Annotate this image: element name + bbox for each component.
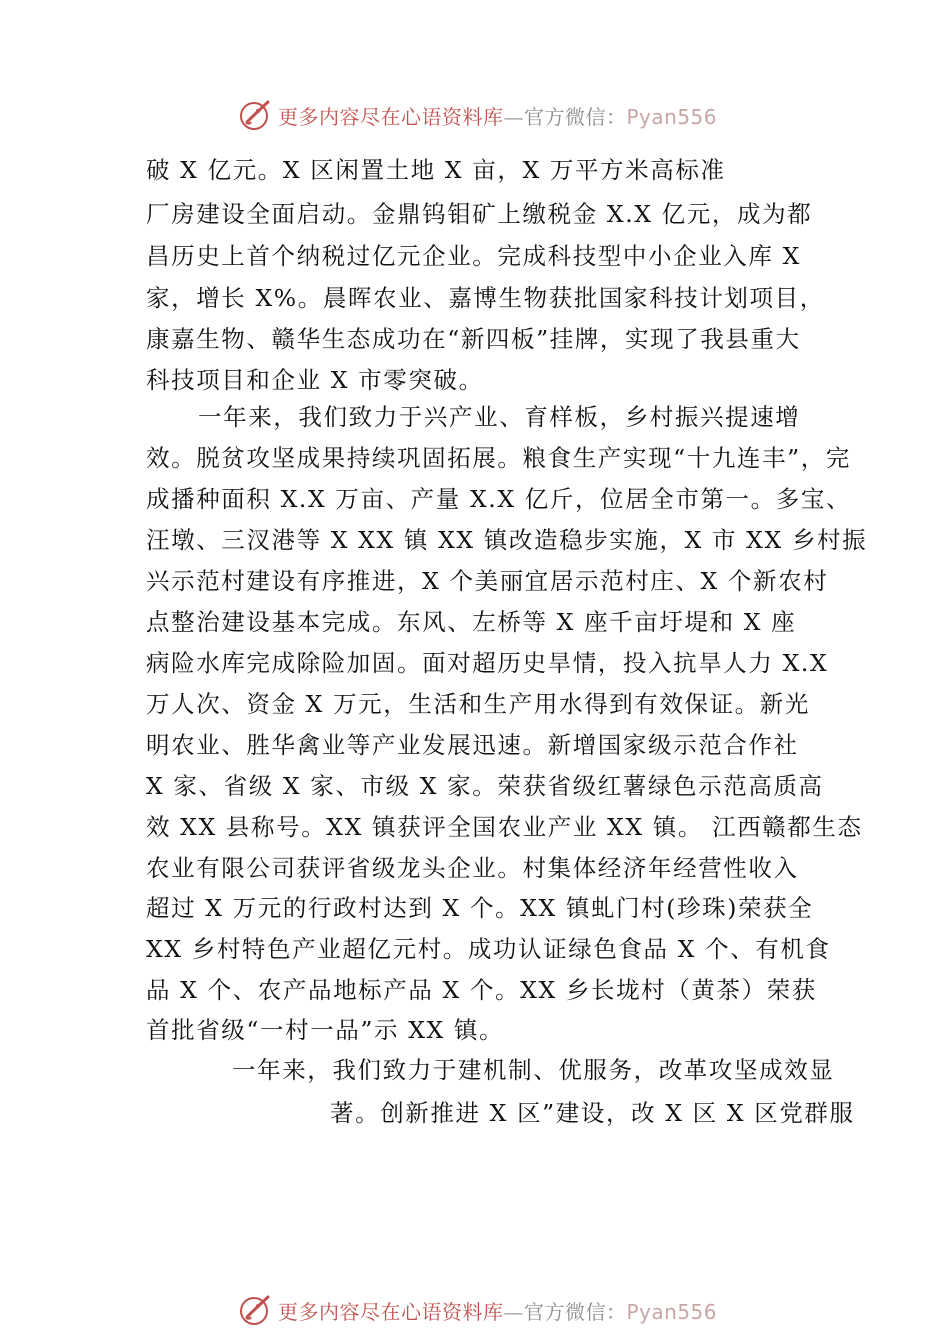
watermark-wechat-id: Pyan556 (626, 1299, 718, 1324)
brush-seal-icon (238, 97, 274, 133)
text-line: 汪墩、三汊港等 X XX 镇 XX 镇改造稳步实施，X 市 XX 乡村振 (146, 526, 868, 554)
watermark-wechat-id: Pyan556 (626, 104, 718, 129)
watermark-text (278, 1296, 717, 1325)
text-line: 昌历史上首个纳税过亿元企业。完成科技型中小企业入库 X (146, 242, 801, 270)
watermark-site: 更多内容尽在心语资料库 (278, 1299, 504, 1324)
text-line: 万人次、资金 X 万元，生活和生产用水得到有效保证。新光 (146, 690, 810, 718)
text-line: 效 XX 县称号。XX 镇获评全国农业产业 XX 镇。 江西赣都生态 (146, 813, 863, 841)
watermark-label: 官方微信： (524, 104, 627, 129)
text-line: 点整治建设基本完成。东风、左桥等 X 座千亩圩堤和 X 座 (146, 608, 797, 636)
text-line: 厂房建设全面启动。金鼎钨钼矿上缴税金 X.X 亿元，成为都 (146, 200, 813, 228)
text-line: X 家、省级 X 家、市级 X 家。荣获省级红薯绿色示范高质高 (146, 772, 824, 800)
paragraph-start-line: 一年来，我们致力于兴产业、育样板，乡村振兴提速增 (198, 403, 801, 431)
text-line: 康嘉生物、赣华生态成功在“新四板”挂牌，实现了我县重大 (146, 325, 801, 353)
text-line: 超过 X 万元的行政村达到 X 个。XX 镇虬门村(珍珠)荣获全 (146, 894, 814, 922)
text-line: 破 X 亿元。X 区闲置土地 X 亩，X 万平方米高标准 (146, 156, 726, 184)
text-line: 效。脱贫攻坚成果持续巩固拓展。粮食生产实现“十九连丰”，完 (146, 444, 851, 472)
header-watermark (0, 95, 950, 135)
text-line: 科技项目和企业 X 市零突破。 (146, 366, 484, 394)
watermark-label: 官方微信： (524, 1299, 627, 1324)
text-line: 病险水库完成除险加固。面对超历史旱情，投入抗旱人力 X.X (146, 649, 829, 677)
watermark-separator: — (503, 1299, 524, 1324)
text-line: 著。创新推进 X 区”建设，改 X 区 X 区党群服 (330, 1099, 855, 1127)
text-line: 明农业、胜华禽业等产业发展迅速。新增国家级示范合作社 (146, 731, 799, 759)
watermark-text (278, 101, 717, 130)
text-line: 农业有限公司获评省级龙头企业。村集体经济年经营性收入 (146, 854, 799, 882)
watermark-site: 更多内容尽在心语资料库 (278, 104, 504, 129)
watermark-separator: — (503, 104, 524, 129)
text-line: XX 乡村特色产业超亿元村。成功认证绿色食品 X 个、有机食 (146, 935, 831, 963)
text-line: 家，增长 X%。晨晖农业、嘉博生物获批国家科技计划项目， (146, 284, 825, 312)
text-line: 成播种面积 X.X 万亩、产量 X.X 亿斤，位居全市第一。多宝、 (146, 485, 852, 513)
text-line: 品 X 个、农产品地标产品 X 个。XX 乡长垅村（黄茶）荣获 (146, 976, 817, 1004)
brush-seal-icon (238, 1292, 274, 1328)
paragraph-start-line: 一年来，我们致力于建机制、优服务，改革攻坚成效显 (232, 1056, 835, 1084)
text-line: 首批省级“一村一品”示 XX 镇。 (146, 1016, 505, 1044)
footer-watermark (0, 1290, 950, 1330)
text-line: 兴示范村建设有序推进，X 个美丽宜居示范村庄、X 个新农村 (146, 567, 829, 595)
